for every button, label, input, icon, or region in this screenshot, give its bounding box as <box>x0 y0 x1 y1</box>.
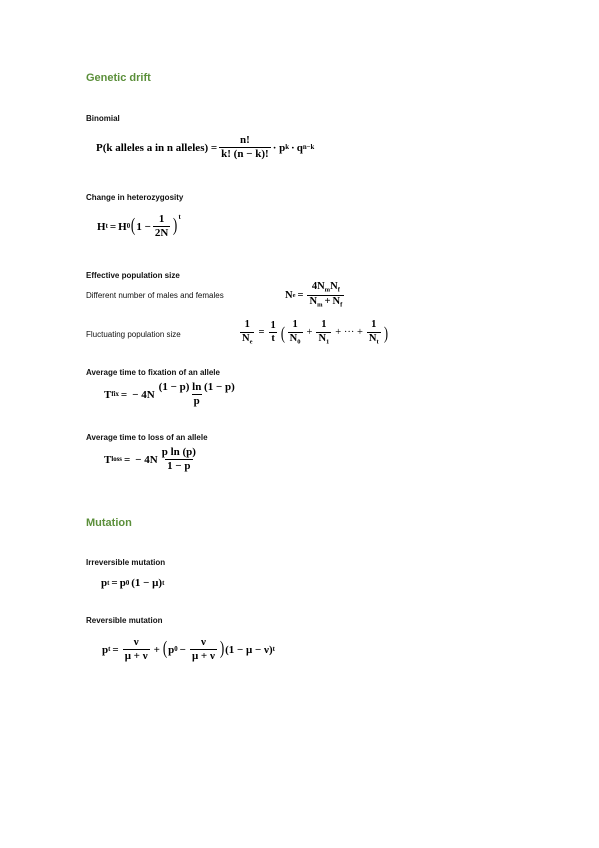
heading-fixation: Average time to fixation of an allele <box>86 368 220 377</box>
fl-equals: = <box>258 327 265 339</box>
rev-p0: p <box>168 643 175 656</box>
formula-heterozygosity <box>97 214 181 239</box>
rev-denominator1: μ + ν <box>124 650 148 662</box>
ne-fraction <box>307 282 344 309</box>
rev-rest: (1 − μ − ν) <box>225 643 273 656</box>
binomial-denominator: k! (n − k)! <box>221 148 269 160</box>
fix-denominator: p <box>193 395 200 407</box>
fl-t-num: 1 <box>270 319 276 331</box>
fl-lhs-den <box>240 332 254 346</box>
rev-minus: − <box>179 643 186 656</box>
ne-den-plus: + <box>324 295 331 307</box>
binomial-p-exponent: k <box>285 144 290 151</box>
loss-coef: − 4N <box>135 453 158 466</box>
fl-N1-num: 1 <box>321 319 327 330</box>
fix-T-sub: fix <box>111 391 119 398</box>
fl-lhs-fraction <box>240 320 254 345</box>
fl-Nt: N <box>368 332 377 344</box>
formula-ne-males-females <box>285 282 346 309</box>
ne-numerator <box>310 282 342 295</box>
irr-p0-sub: 0 <box>125 579 130 587</box>
loss-T: T <box>104 453 112 466</box>
label-males-females: Different number of males and females <box>86 291 224 300</box>
section-title-mutation: Mutation <box>86 517 132 529</box>
rev-numerator1: ν <box>133 636 139 648</box>
formula-binomial <box>96 135 314 160</box>
fl-N0-den <box>288 332 303 346</box>
fl-t-den: t <box>271 333 275 345</box>
ne-N: N <box>285 289 293 301</box>
rev-p0-sub: 0 <box>174 646 178 653</box>
fl-t-fraction <box>268 321 277 345</box>
formula-ne-fluctuating <box>238 320 389 345</box>
binomial-numerator: n! <box>240 134 250 146</box>
het-H-sub: t <box>105 223 108 230</box>
het-exponent: t <box>178 214 181 221</box>
heading-reversible: Reversible mutation <box>86 616 163 625</box>
fl-N1-sub: 1 <box>326 337 330 345</box>
fl-N1: N <box>318 332 327 344</box>
fl-Nt-sub: t <box>376 337 379 345</box>
het-fraction <box>153 214 170 239</box>
fl-Nt-fraction <box>367 320 381 345</box>
rev-open-paren: ( <box>162 638 168 660</box>
irr-rest: (1 − μ) <box>131 577 163 589</box>
formula-reversible <box>102 637 275 662</box>
het-close-paren: ) <box>173 215 178 237</box>
fix-fraction <box>157 382 237 407</box>
loss-numerator: p ln (p) <box>161 446 196 458</box>
binomial-fraction <box>219 135 271 160</box>
het-numerator: 1 <box>158 213 165 225</box>
rev-fraction2 <box>190 637 217 662</box>
loss-fraction <box>160 447 198 472</box>
het-denominator: 2N <box>154 227 169 239</box>
rev-exponent: t <box>272 646 275 653</box>
fl-lhs-N: N <box>242 332 250 344</box>
fl-plus2: + ··· + <box>335 327 363 339</box>
ne-num-m: m <box>324 286 331 294</box>
fl-N1-fraction <box>316 320 331 345</box>
fl-close-paren: ) <box>383 322 388 343</box>
rev-numerator2: ν <box>200 636 206 648</box>
ne-den-N2: N <box>332 295 341 307</box>
het-open-paren: ( <box>131 215 136 237</box>
label-fluctuating: Fluctuating population size <box>86 330 181 339</box>
irr-p: p <box>101 577 108 589</box>
fl-N0-fraction <box>288 320 303 345</box>
formula-irreversible <box>101 577 164 589</box>
fl-open-paren: ( <box>280 322 285 343</box>
irr-exponent: t <box>162 579 165 587</box>
irr-p-sub: t <box>107 579 110 587</box>
ne-den-f: f <box>340 301 343 309</box>
fix-numerator: (1 − p) ln (1 − p) <box>158 381 235 393</box>
rev-equals: = <box>112 643 119 656</box>
het-equals: = <box>109 220 117 233</box>
rev-p: p <box>102 643 109 656</box>
heading-effective-population: Effective population size <box>86 271 180 280</box>
irr-p0: p <box>119 577 126 589</box>
formula-fixation <box>104 382 239 407</box>
fl-Nt-den <box>367 332 381 346</box>
het-H: H <box>97 220 106 233</box>
fl-N0: N <box>289 332 298 344</box>
rev-p-sub: t <box>108 646 111 653</box>
het-H0: H <box>118 220 127 233</box>
fl-plus1: + <box>306 327 313 339</box>
irr-equals: = <box>111 577 118 589</box>
loss-denominator: 1 − p <box>167 460 191 472</box>
ne-den-m: m <box>317 301 323 309</box>
loss-T-sub: loss <box>111 456 122 463</box>
ne-num-N: N <box>330 281 338 292</box>
fix-T: T <box>104 388 112 401</box>
fl-N0-sub: 0 <box>297 337 301 345</box>
binomial-dot: · <box>291 141 295 154</box>
fix-coef: − 4N <box>132 388 155 401</box>
ne-num-4N: 4N <box>311 281 325 292</box>
rev-denominator2: μ + ν <box>191 650 215 662</box>
ne-equals: = <box>297 289 304 301</box>
fix-equals: = <box>120 388 128 401</box>
section-title-genetic-drift: Genetic drift <box>86 72 151 84</box>
binomial-lhs: P(k alleles a in n alleles) = <box>96 141 218 154</box>
ne-N-sub: e <box>292 291 296 299</box>
fl-lhs-N-sub: e <box>249 337 253 345</box>
het-one-minus: 1 − <box>136 220 151 233</box>
ne-num-f: f <box>337 286 340 294</box>
heading-binomial: Binomial <box>86 114 120 123</box>
binomial-q: q <box>296 141 303 154</box>
heading-heterozygosity: Change in heterozygosity <box>86 193 184 202</box>
heading-loss: Average time to loss of an allele <box>86 433 208 442</box>
fl-N1-den <box>316 332 331 346</box>
fl-lhs-num: 1 <box>244 319 250 330</box>
ne-denominator <box>307 295 344 309</box>
rev-fraction1 <box>123 637 150 662</box>
binomial-q-exponent: n−k <box>302 144 315 151</box>
het-H0-sub: 0 <box>126 223 131 230</box>
binomial-p: · p <box>272 141 286 154</box>
rev-plus: + <box>153 643 160 656</box>
fl-Nt-num: 1 <box>371 319 377 330</box>
loss-equals: = <box>123 453 131 466</box>
heading-irreversible: Irreversible mutation <box>86 558 166 567</box>
fl-N0-num: 1 <box>292 319 298 330</box>
formula-loss <box>104 447 200 472</box>
ne-den-N: N <box>309 295 318 307</box>
rev-close-paren: ) <box>219 638 225 660</box>
